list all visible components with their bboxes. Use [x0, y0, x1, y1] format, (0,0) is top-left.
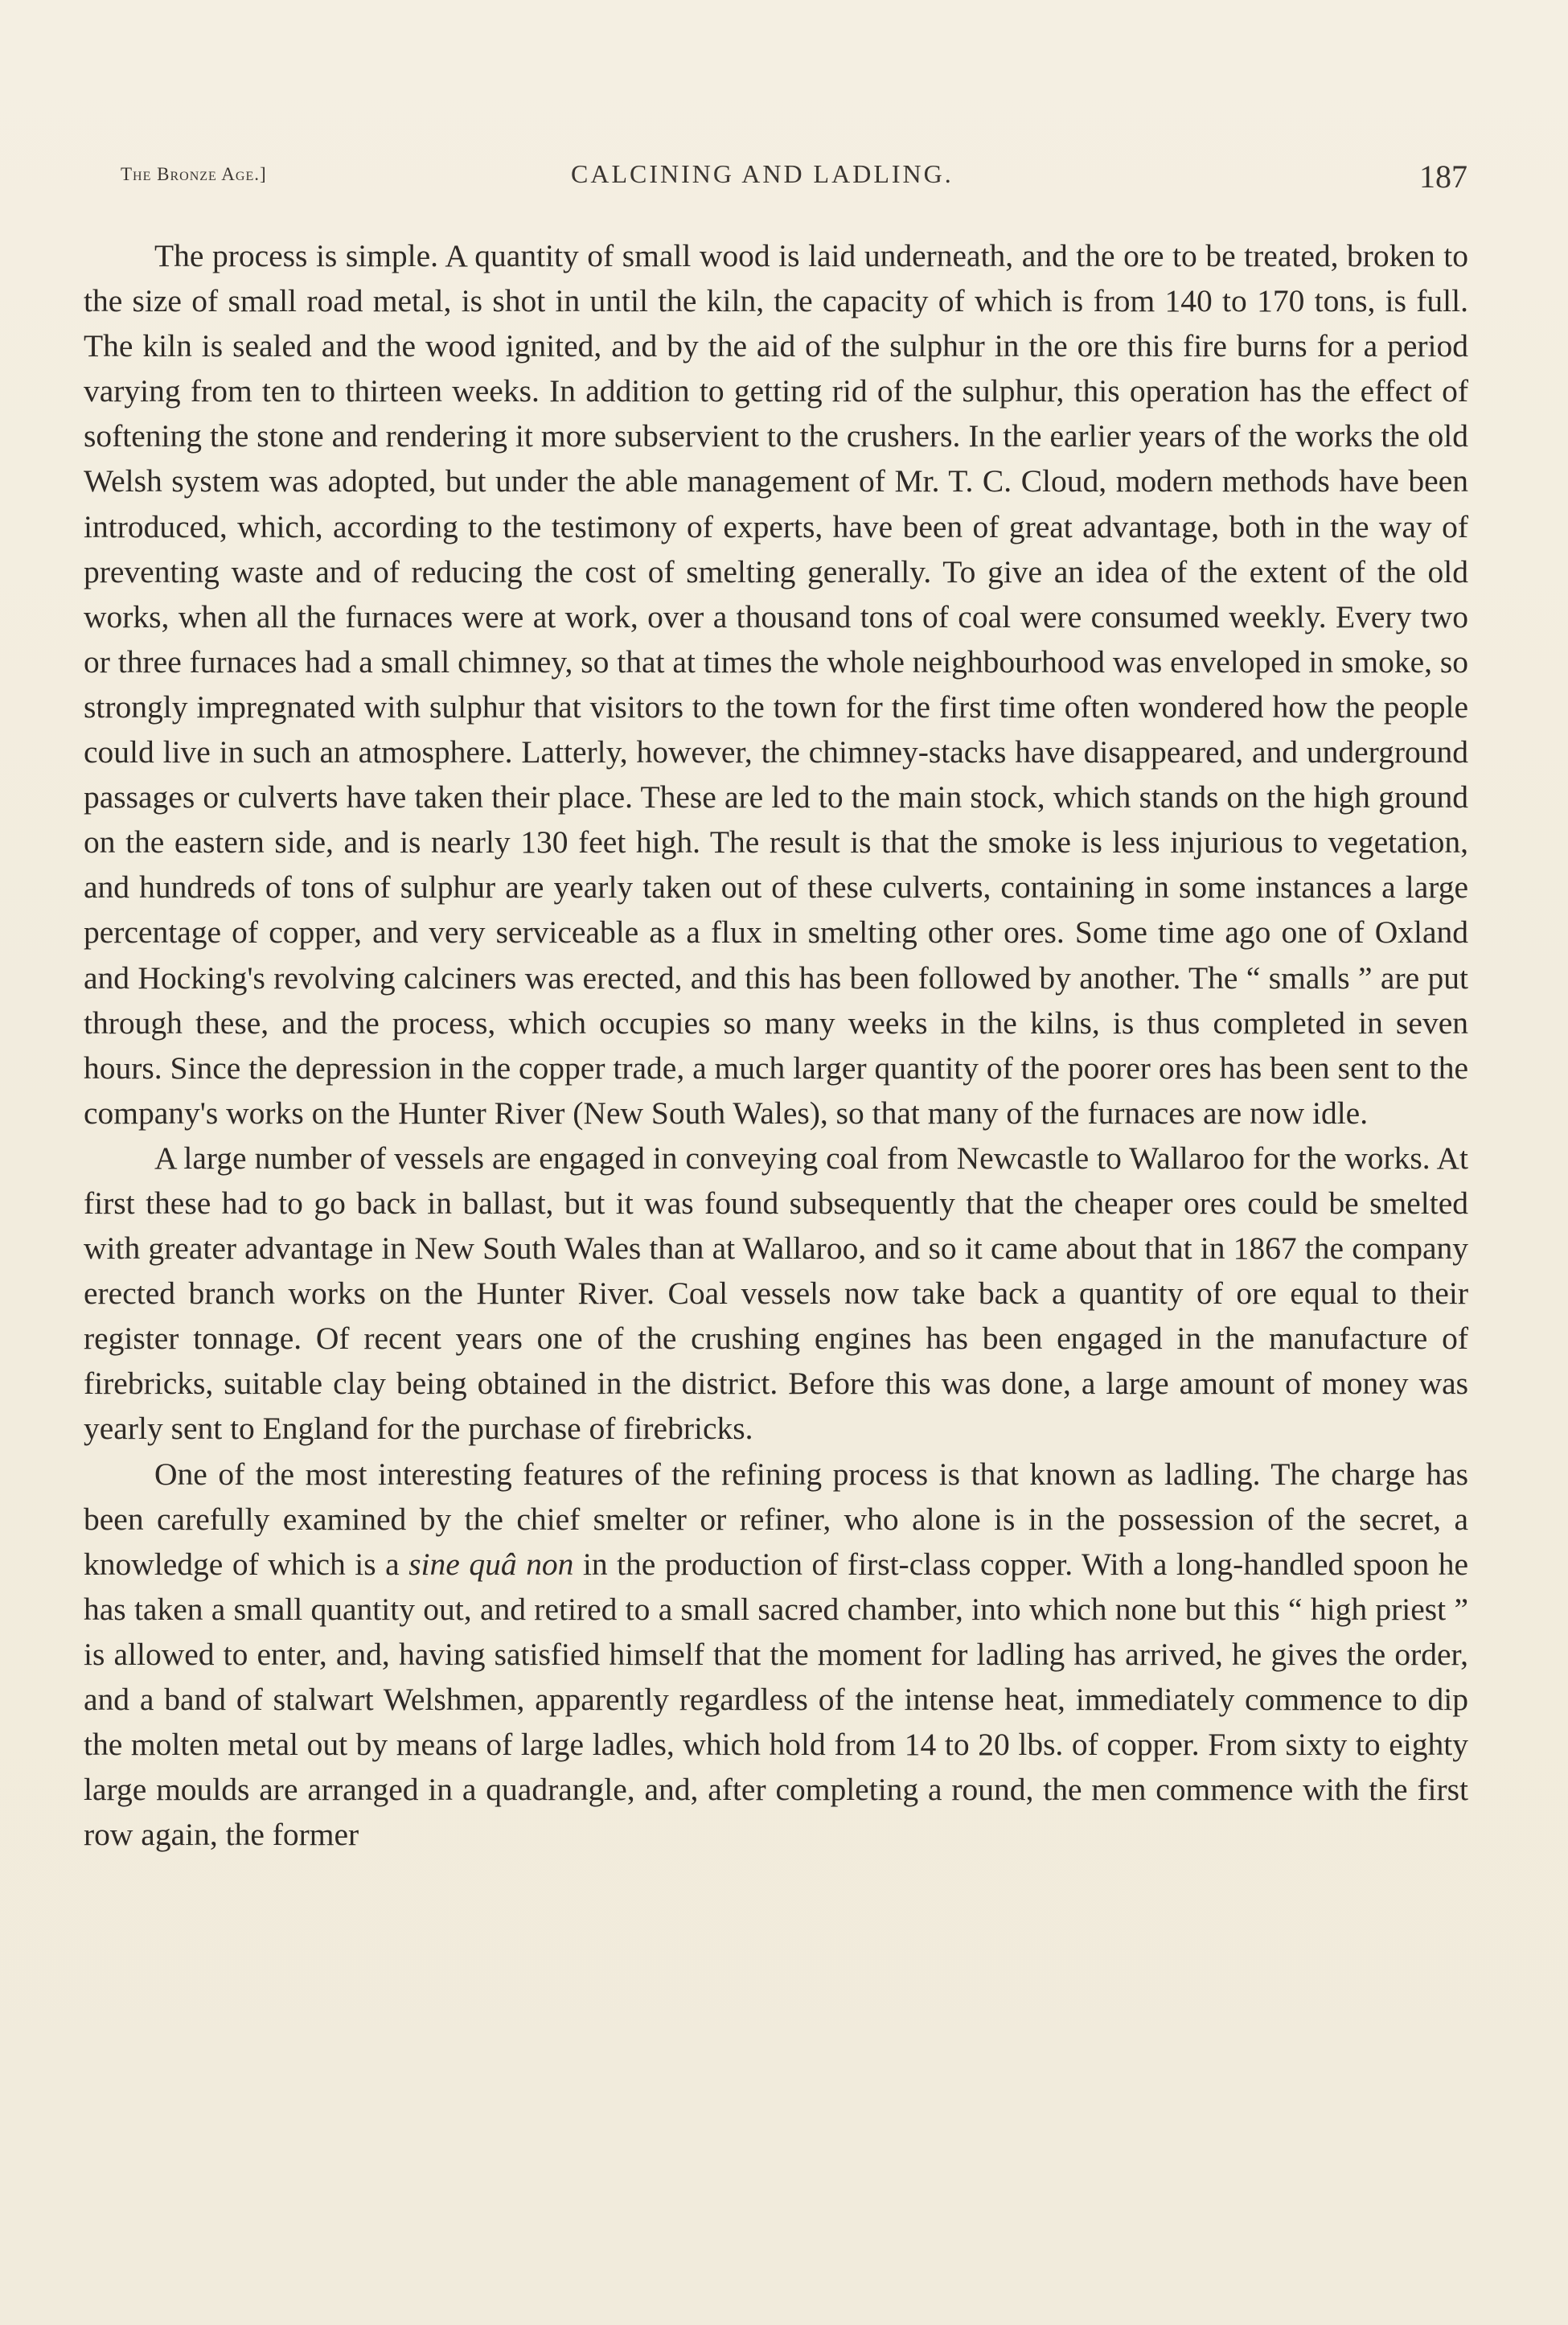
latin-phrase: sine quâ non [408, 1546, 574, 1582]
paragraph-3-text-after: in the production of first-class copper. With a long-handled spoon he has taken a small quantity out, and retired to a small sacred chamber, into which none but this “ high priest ” is allowed to enter, and, having satisfied himself that the moment for ladling has arrived, he gives the order, and a band of stalwart Welshmen, apparently regardless of the intense heat, immediately commence to dip the molten metal out by means of large ladles, which hold from 14 to 20 lbs. of copper. From sixty to eighty large moulds are arranged in a quadrangle, and, after completing a round, the men commence with the first row again, the former [84, 1546, 1468, 1853]
body-text [84, 233, 1468, 1857]
paragraph-3 [84, 1452, 1468, 1858]
running-head: The Bronze Age.] [121, 164, 267, 184]
paragraph-3-text-before: One of the most interesting features of the refining process is that known as ladling. The charge has been carefully examined by the chief smelter or refiner, who alone is in the possession of the secret, a knowledge of which is a [84, 1456, 1468, 1582]
page-number: 187 [1419, 158, 1467, 195]
paragraph-2: A large number of vessels are engaged in conveying coal from Newcastle to Wallaroo for the works. At first these had to go back in ballast, but it was found subsequently that the cheaper ores could be smelted with greater advantage in New South Wales than at Wallaroo, and so it came about that in 1867 the company erected branch works on the Hunter River. Coal vessels now take back a quantity of ore equal to their register tonnage. Of recent years one of the crushing engines has been engaged in the manufacture of firebricks, suitable clay being obtained in the district. Before this was done, a large amount of money was yearly sent to England for the purchase of firebricks. [84, 1140, 1468, 1447]
page-header [121, 158, 1467, 206]
paragraph-1: The process is simple. A quantity of small wood is laid underneath, and the ore to be treated, broken to the size of small road metal, is shot in until the kiln, the capacity of which is from 140 to 170 tons, is full. The kiln is sealed and the wood ignited, and by the aid of the sulphur in the ore this fire burns for a period varying from ten to thirteen weeks. In addition to getting rid of the sulphur, this operation has the effect of softening the stone and rendering it more subservient to the crushers. In the earlier years of the works the old Welsh system was adopted, but under the able management of Mr. T. C. Cloud, modern methods have been introduced, which, according to the testimony of experts, have been of great advantage, both in the way of preventing waste and of reducing the cost of smelting generally. To give an idea of the extent of the old works, when all the furnaces were at work, over a thousand tons of coal were consumed weekly. Every two or three furnaces had a small chimney, so that at times the whole neighbourhood was enveloped in smoke, so strongly impregnated with sulphur that visitors to the town for the first time often wondered how the people could live in such an atmosphere. Latterly, however, the chimney-stacks have disappeared, and underground passages or culverts have taken their place. These are led to the main stock, which stands on the high ground on the eastern side, and is nearly 130 feet high. The result is that the smoke is less injurious to vegetation, and hundreds of tons of sulphur are yearly taken out of these culverts, containing in some instances a large percentage of copper, and very serviceable as a flux in smelting other ores. Some time ago one of Oxland and Hocking's revolving calciners was erected, and this has been followed by another. The “ smalls ” are put through these, and the process, which occupies so many weeks in the kilns, is thus completed in seven hours. Since the depression in the copper trade, a much larger quantity of the poorer ores has been sent to the company's works on the Hunter River (New South Wales), so that many of the furnaces are now idle. [84, 238, 1468, 1131]
chapter-title: CALCINING AND LADLING. [571, 159, 954, 188]
